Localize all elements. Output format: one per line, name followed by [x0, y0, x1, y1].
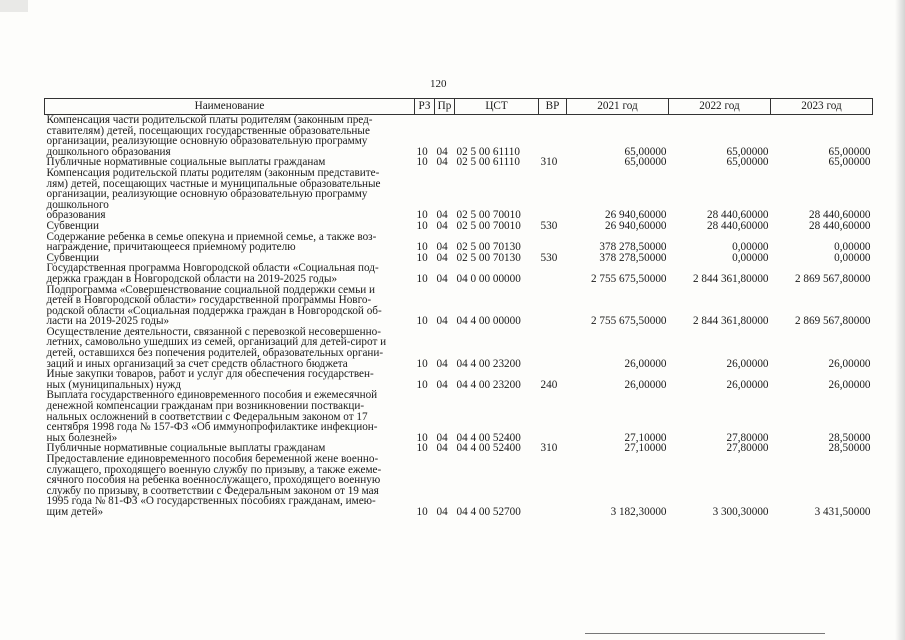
row-name-line: ставителям) детей, посещающих государственные образовательные — [46, 124, 370, 137]
header-rz: РЗ — [415, 99, 435, 115]
row-2022-cell: 28 440,60000 — [706, 219, 769, 232]
row-name-line: заций и иных организаций за счет средств областного бюджета — [46, 357, 348, 370]
row-rz-cell: 10 — [416, 156, 428, 169]
row-cst-cell: 04 4 00 52400 — [456, 431, 521, 444]
row-rz-cell: 10 — [416, 251, 428, 264]
row-rz-cell: 10 — [416, 442, 428, 455]
row-2021-cell: 65,00000 — [624, 156, 667, 169]
row-vr-cell: 310 — [540, 156, 558, 169]
row-2021-cell: 26,00000 — [624, 378, 667, 391]
row-2022-cell: 65,00000 — [726, 145, 769, 158]
row-pr-cell: 04 — [436, 219, 448, 232]
row-name-line: дошкольного образования — [46, 145, 171, 158]
row-name-line: денежной компенсации гражданам при возникновении поствакци- — [46, 400, 365, 413]
table-row — [45, 115, 873, 158]
row-2022-cell: 0,00000 — [732, 241, 769, 254]
budget-table-container — [44, 98, 872, 518]
table-body — [45, 115, 873, 518]
header-2023: 2023 год — [771, 99, 873, 115]
row-vr-cell: 530 — [540, 219, 558, 232]
row-pr-cell: 04 — [436, 442, 448, 455]
row-2023-cell: 26,00000 — [828, 378, 871, 391]
row-2023-cell: 65,00000 — [828, 156, 871, 169]
row-name-line: Субвенции — [46, 219, 99, 232]
row-name-cell — [45, 168, 415, 221]
row-2022-cell: 2 844 361,80000 — [692, 272, 769, 285]
row-name-line: держка граждан в Новгородской области на 2019-2025 годы» — [46, 272, 338, 285]
row-name-line: сентября 1998 года № 157-ФЗ «Об иммунопрофилактике инфекцион- — [46, 421, 378, 434]
row-name-cell — [45, 263, 415, 284]
row-2021-cell: 2 755 675,50000 — [590, 272, 667, 285]
row-pr-cell: 04 — [436, 315, 448, 328]
row-rz-cell: 10 — [416, 219, 428, 232]
row-2022-cell: 0,00000 — [732, 251, 769, 264]
row-pr-cell: 04 — [436, 378, 448, 391]
row-name-line: Компенсация родительской платы родителям (законным представите- — [46, 166, 380, 179]
row-rz-cell: 10 — [416, 272, 428, 285]
row-2021-cell: 27,10000 — [624, 442, 667, 455]
row-vr-cell — [539, 285, 567, 327]
footer-rule — [585, 633, 825, 634]
header-2021: 2021 год — [567, 99, 669, 115]
row-name-cell — [45, 369, 415, 390]
row-pr-cell: 04 — [436, 209, 448, 222]
row-rz-cell: 10 — [416, 241, 428, 254]
row-2023-cell: 3 431,50000 — [814, 505, 871, 518]
row-2023-cell: 28,50000 — [828, 442, 871, 455]
header-pr: Пр — [435, 99, 455, 115]
row-2021-cell: 26 940,60000 — [604, 209, 667, 222]
row-2022-cell: 26,00000 — [726, 357, 769, 370]
row-vr-cell — [539, 232, 567, 253]
row-name-line: 1995 года № 81-ФЗ «О государственных пособиях гражданам, имею- — [46, 495, 376, 508]
row-2022-cell: 65,00000 — [726, 156, 769, 169]
row-2023-cell: 65,00000 — [828, 145, 871, 158]
row-rz-cell: 10 — [416, 378, 428, 391]
row-cst-cell: 02 5 00 61110 — [456, 145, 520, 158]
row-cst-cell: 02 5 00 70130 — [456, 241, 521, 254]
row-vr-cell — [539, 263, 567, 284]
row-2021-cell: 26,00000 — [624, 357, 667, 370]
row-rz-cell: 10 — [416, 315, 428, 328]
row-pr-cell: 04 — [436, 272, 448, 285]
row-name-cell — [45, 390, 415, 443]
header-vr: ВР — [539, 99, 567, 115]
row-name-line: сячного пособия на ребенка военнослужащего, проходящего военную — [46, 474, 381, 487]
row-2023-cell: 26,00000 — [828, 357, 871, 370]
row-name-line: летних, самовольно ушедших из семей, организаций для детей-сирот и — [46, 336, 387, 349]
row-name-line: лям) детей, посещающих частные и муниципальные образовательные — [46, 177, 381, 190]
table-row — [45, 327, 873, 369]
table-row — [45, 390, 873, 443]
row-name-line: Субвенции — [46, 251, 99, 264]
row-2021-cell: 378 278,50000 — [599, 251, 667, 264]
row-name-line: организации, реализующие основную образовательную программу — [46, 135, 368, 148]
row-2022-cell: 28 440,60000 — [706, 209, 769, 222]
row-name-line: Государственная программа Новгородской области «Социальная под- — [46, 262, 379, 275]
row-pr-cell: 04 — [436, 505, 448, 518]
row-rz-cell: 10 — [416, 145, 428, 158]
row-pr-cell: 04 — [436, 156, 448, 169]
row-2021-cell: 3 182,30000 — [610, 505, 667, 518]
row-name-line: щим детей» — [46, 505, 104, 518]
row-cst-cell: 04 4 00 23200 — [456, 357, 521, 370]
row-pr-cell: 04 — [436, 241, 448, 254]
page-number: 120 — [430, 78, 447, 90]
budget-table — [44, 98, 873, 518]
row-name-line: Выплата государственного единовременного пособия и ежемесячной — [46, 389, 378, 402]
row-vr-cell: 530 — [540, 251, 558, 264]
table-row — [45, 369, 873, 390]
row-name-line: ласти на 2019-2025 годы» — [46, 315, 170, 328]
row-cst-cell: 02 5 00 70010 — [456, 209, 521, 222]
row-vr-cell: 310 — [540, 442, 558, 455]
row-name-line: Предоставление единовременного пособия беременной жене военно- — [46, 453, 379, 465]
row-name-line: службу по призыву, в соответствии с Федеральным законом от 19 мая — [46, 484, 379, 497]
row-vr-cell — [539, 168, 567, 221]
table-row — [45, 232, 873, 253]
table-row — [45, 168, 873, 221]
row-pr-cell: 04 — [436, 251, 448, 264]
header-cst: ЦСТ — [455, 99, 539, 115]
row-pr-cell: 04 — [436, 431, 448, 444]
table-header-row — [45, 99, 873, 115]
row-name-line: Публичные нормативные социальные выплаты гражданам — [46, 156, 326, 169]
row-2021-cell: 27,10000 — [624, 431, 667, 444]
row-rz-cell: 10 — [416, 357, 428, 370]
table-row — [45, 454, 873, 518]
row-2022-cell: 27,80000 — [726, 442, 769, 455]
row-vr-cell — [539, 115, 567, 158]
row-name-line: образования — [46, 209, 106, 222]
table-row — [45, 221, 873, 232]
row-name-line: Публичные нормативные социальные выплаты гражданам — [46, 442, 326, 455]
row-name-cell — [45, 115, 415, 158]
row-name-line: родской области «Социальная поддержка граждан в Новгородской об- — [46, 304, 382, 317]
header-name: Наименование — [45, 99, 415, 115]
row-2023-cell: 2 869 567,80000 — [794, 315, 871, 328]
row-name-line: ных болезней» — [46, 431, 118, 444]
row-vr-cell: 240 — [540, 378, 558, 391]
row-name-cell — [45, 285, 415, 327]
row-vr-cell — [539, 390, 567, 443]
row-cst-cell: 02 5 00 70130 — [456, 251, 521, 264]
row-vr-cell — [539, 454, 567, 518]
row-rz-cell: 10 — [416, 431, 428, 444]
row-2023-cell: 0,00000 — [834, 241, 871, 254]
row-2021-cell: 26 940,60000 — [604, 219, 667, 232]
row-rz-cell: 10 — [416, 505, 428, 518]
row-name-line: Осуществление деятельности, связанной с перевозкой несовершенно- — [46, 325, 381, 338]
row-cst-cell: 04 4 00 00000 — [456, 315, 521, 328]
row-cst-cell: 04 0 00 00000 — [456, 272, 521, 285]
row-cst-cell: 02 5 00 61110 — [456, 156, 520, 169]
row-name-cell — [45, 232, 415, 253]
row-cst-cell: 02 5 00 70010 — [456, 219, 521, 232]
row-2023-cell: 28 440,60000 — [808, 219, 871, 232]
row-name-line: Содержание ребенка в семье опекуна и приемной семье, а также воз- — [46, 230, 377, 243]
row-name-line: Компенсация части родительской платы родителям (законным пред- — [46, 114, 373, 126]
row-2023-cell: 0,00000 — [834, 251, 871, 264]
row-cst-cell: 04 4 00 52700 — [456, 505, 521, 518]
row-name-line: организации, реализующие основную образовательную программу дошкольного — [46, 188, 368, 211]
row-name-line: детей в Новгородской области» государственной программы Новго- — [46, 294, 372, 307]
row-name-line: служащего, проходящего военную службу по призыву, а также ежеме- — [46, 463, 382, 476]
scan-corner-mark — [0, 0, 28, 12]
row-2021-cell: 378 278,50000 — [599, 241, 667, 254]
row-name-line: детей, оставшихся без попечения родителей, образовательных органи- — [46, 347, 384, 360]
header-2022: 2022 год — [669, 99, 771, 115]
row-2021-cell: 2 755 675,50000 — [590, 315, 667, 328]
row-name-line: награждение, причитающееся приемному родителю — [46, 241, 296, 254]
table-row — [45, 263, 873, 284]
row-pr-cell: 04 — [436, 357, 448, 370]
row-vr-cell — [539, 327, 567, 369]
row-name-line: нальных осложнений в соответствии с Федеральным законом от 17 — [46, 410, 368, 423]
row-name-line: Подпрограмма «Совершенствование социальной поддержки семьи и — [46, 283, 376, 296]
row-2022-cell: 26,00000 — [726, 378, 769, 391]
row-cst-cell: 04 4 00 52400 — [456, 442, 521, 455]
row-name-cell — [45, 454, 415, 518]
row-name-cell — [45, 327, 415, 369]
row-name-cell — [45, 221, 415, 232]
row-name-line: ных (муниципальных) нужд — [46, 378, 181, 391]
row-2022-cell: 2 844 361,80000 — [692, 315, 769, 328]
row-2021-cell: 65,00000 — [624, 145, 667, 158]
row-cst-cell: 04 4 00 23200 — [456, 378, 521, 391]
table-row — [45, 285, 873, 327]
row-2023-cell: 28,50000 — [828, 431, 871, 444]
row-2022-cell: 3 300,30000 — [712, 505, 769, 518]
row-2023-cell: 2 869 567,80000 — [794, 272, 871, 285]
table-header — [45, 99, 873, 115]
row-name-line: Иные закупки товаров, работ и услуг для обеспечения государствен- — [46, 368, 374, 381]
row-2022-cell: 27,80000 — [726, 431, 769, 444]
scan-edge-shadow — [895, 0, 905, 640]
row-rz-cell: 10 — [416, 209, 428, 222]
row-2023-cell: 28 440,60000 — [808, 209, 871, 222]
row-pr-cell: 04 — [436, 145, 448, 158]
